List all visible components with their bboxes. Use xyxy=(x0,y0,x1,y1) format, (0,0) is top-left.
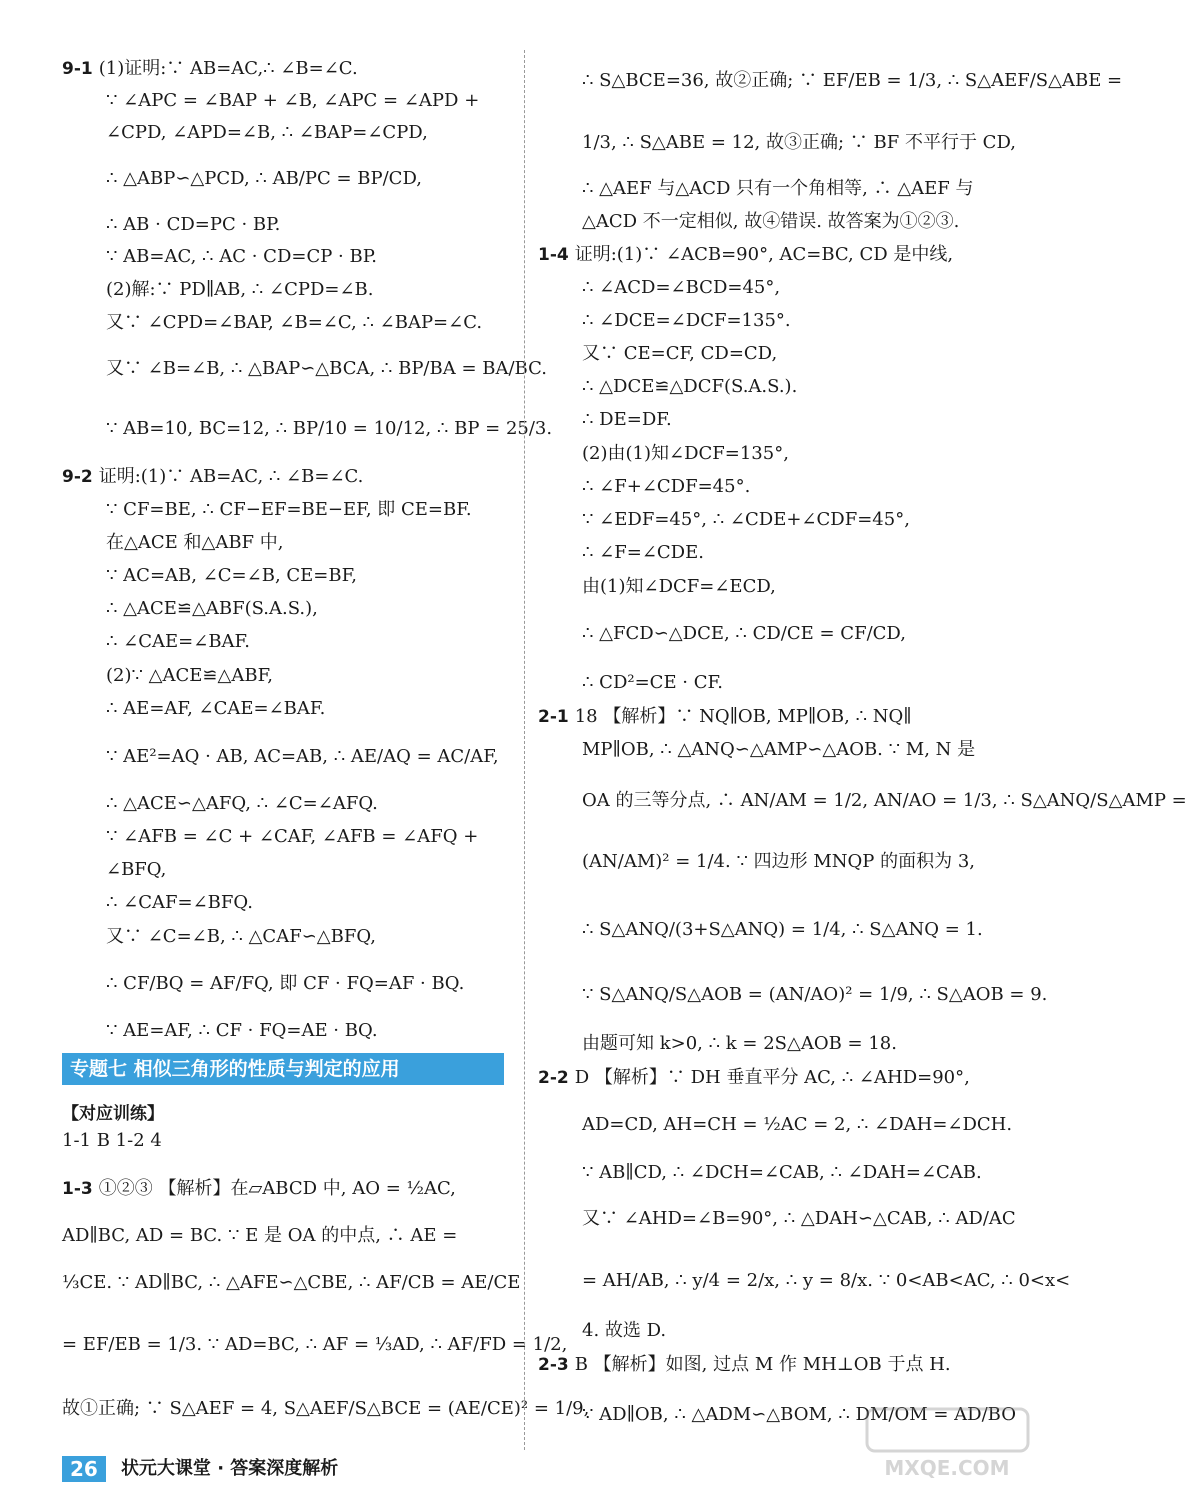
line-text: 又∵ CE=CF, CD=CD, xyxy=(582,343,778,364)
line-text: ∴ △DCE≌△DCF(S.A.S.). xyxy=(582,376,798,397)
line-text: = EF/EB = 1/3. ∵ AD=BC, ∴ AF = ⅓AD, ∴ AF/FD = 1/2, xyxy=(62,1334,568,1355)
text-line xyxy=(106,894,253,912)
line-text: ∠CPD, ∠APD=∠B, ∴ ∠BAP=∠CPD, xyxy=(106,122,428,143)
page-number: 26 xyxy=(62,1456,106,1482)
line-text: ∵ AE²=AQ · AB, AC=AB, ∴ AE/AQ = AC/AF, xyxy=(106,746,499,767)
line-text: ∴ DE=DF. xyxy=(582,409,672,430)
line-text: ∴ ∠F+∠CDF=45°. xyxy=(582,476,751,497)
text-line xyxy=(106,248,377,266)
line-text: ∵ AC=AB, ∠C=∠B, CE=BF, xyxy=(106,565,358,586)
text-line xyxy=(538,1069,970,1087)
text-line xyxy=(62,1400,589,1418)
text-line xyxy=(582,478,750,496)
line-text: 又∵ ∠AHD=∠B=90°, ∴ △DAH∽△CAB, ∴ AD/AC xyxy=(582,1208,1016,1229)
line-text: 4. 故选 D. xyxy=(582,1320,667,1341)
line-text: ∴ △FCD∽△DCE, ∴ CD/CE = CF/CD, xyxy=(582,623,906,644)
line-text: ∴ △AEF 与△ACD 只有一个角相等, ∴ △AEF 与 xyxy=(582,178,974,199)
text-line xyxy=(106,567,357,585)
line-text: AD=CD, AH=CH = ½AC = 2, ∴ ∠DAH=∠DCH. xyxy=(582,1114,1013,1135)
line-text: MP∥OB, ∴ △ANQ∽△AMP∽△AOB. ∵ M, N 是 xyxy=(582,739,976,760)
line-text: 18 【解析】∵ NQ∥OB, MP∥OB, ∴ NQ∥ xyxy=(574,706,912,727)
line-text: 又∵ ∠C=∠B, ∴ △CAF∽△BFQ, xyxy=(106,926,376,947)
text-line xyxy=(106,501,472,519)
line-text: ∵ ∠EDF=45°, ∴ ∠CDE+∠CDF=45°, xyxy=(582,509,910,530)
line-text: ∴ AE=AF, ∠CAE=∠BAF. xyxy=(106,698,326,719)
line-text: ∴ △ACE∽△AFQ, ∴ ∠C=∠AFQ. xyxy=(106,793,378,814)
text-line xyxy=(106,1022,378,1040)
text-line xyxy=(582,134,1016,152)
text-line xyxy=(582,986,1047,1004)
line-text: ∴ △ABP∽△PCD, ∴ AB/PC = BP/CD, xyxy=(106,168,422,189)
line-text: ∵ ∠AFB = ∠C + ∠CAF, ∠AFB = ∠AFQ + xyxy=(106,826,479,847)
column-divider xyxy=(524,50,525,1450)
text-line xyxy=(62,1132,162,1150)
text-line xyxy=(106,748,499,766)
text-line xyxy=(582,544,704,562)
text-line xyxy=(582,378,797,396)
line-text: ∴ S△ANQ/(3+S△ANQ) = 1/4, ∴ S△ANQ = 1. xyxy=(582,919,983,940)
text-line xyxy=(106,700,325,718)
line-text: (2)∵ △ACE≌△ABF, xyxy=(106,665,273,686)
text-line xyxy=(582,279,780,297)
text-line xyxy=(62,1336,567,1354)
text-line xyxy=(582,180,974,198)
line-text: ∴ AB · CD=PC · BP. xyxy=(106,214,281,235)
line-text: ∵ AB=10, BC=12, ∴ BP/10 = 10/12, ∴ BP = 25/3. xyxy=(106,418,553,439)
text-line xyxy=(582,578,776,596)
text-line xyxy=(106,92,479,110)
text-line xyxy=(582,445,789,463)
text-line xyxy=(582,213,959,231)
text-line xyxy=(582,1035,897,1053)
line-text: ∵ S△ANQ/S△AOB = (AN/AO)² = 1/9, ∴ S△AOB = 9. xyxy=(582,984,1048,1005)
line-text: ∵ AD∥OB, ∴ △ADM∽△BOM, ∴ DM/OM = AD/BO xyxy=(582,1404,1016,1425)
problem-number: 9-2 xyxy=(62,467,93,487)
text-line xyxy=(106,861,166,879)
text-line xyxy=(106,420,552,438)
problem-number: 1-4 xyxy=(538,245,569,265)
line-text: ∵ AB∥CD, ∴ ∠DCH=∠CAB, ∴ ∠DAH=∠CAB. xyxy=(582,1162,982,1183)
text-line xyxy=(106,828,478,846)
line-text: ∴ CF/BQ = AF/FQ, 即 CF · FQ=AF · BQ. xyxy=(106,973,465,994)
text-line xyxy=(582,345,777,363)
line-text: (2)由(1)知∠DCF=135°, xyxy=(582,443,789,464)
svg-text:MXQE.COM: MXQE.COM xyxy=(884,1456,1010,1480)
line-text: 由(1)知∠DCF=∠ECD, xyxy=(582,576,776,597)
line-text: ∵ AB=AC, ∴ AC · CD=CP · BP. xyxy=(106,246,377,267)
line-text: D 【解析】∵ DH 垂直平分 AC, ∴ ∠AHD=90°, xyxy=(574,1067,970,1088)
line-text: ∴ △ACE≌△ABF(S.A.S.), xyxy=(106,598,318,619)
topic-banner: 专题七 相似三角形的性质与判定的应用 xyxy=(62,1053,504,1085)
text-line xyxy=(106,170,422,188)
text-line xyxy=(582,1322,666,1340)
line-text: △ACD 不一定相似, 故④错误. 故答案为①②③. xyxy=(582,211,960,232)
text-line xyxy=(538,708,912,726)
line-text: ∴ ∠ACD=∠BCD=45°, xyxy=(582,277,781,298)
line-text: 1/3, ∴ S△ABE = 12, 故③正确; ∵ BF 不平行于 CD, xyxy=(582,132,1016,153)
text-line xyxy=(106,928,376,946)
line-text: ∴ ∠DCE=∠DCF=135°. xyxy=(582,310,791,331)
text-line xyxy=(106,975,464,993)
line-text: ∠BFQ, xyxy=(106,859,167,880)
line-text: ⅓CE. ∵ AD∥BC, ∴ △AFE∽△CBE, ∴ AF/CB = AE/CE xyxy=(62,1272,521,1293)
text-line xyxy=(106,360,547,378)
text-line xyxy=(106,633,250,651)
watermark-logo xyxy=(865,1407,1030,1482)
text-line xyxy=(582,741,975,759)
line-text: 证明:(1)∵ AB=AC, ∴ ∠B=∠C. xyxy=(98,466,364,487)
text-line xyxy=(62,1180,456,1198)
text-line xyxy=(582,792,1187,810)
text-line xyxy=(62,1227,457,1245)
line-text: ∴ ∠F=∠CDE. xyxy=(582,542,704,563)
page-footer xyxy=(62,1456,338,1484)
text-line xyxy=(106,534,283,552)
line-text: 又∵ ∠B=∠B, ∴ △BAP∽△BCA, ∴ BP/BA = BA/BC. xyxy=(106,358,547,379)
line-text: ∵ AE=AF, ∴ CF · FQ=AE · BQ. xyxy=(106,1020,378,1041)
problem-number: 1-3 xyxy=(62,1179,93,1199)
text-line xyxy=(62,1274,520,1292)
line-text: ∴ S△BCE=36, 故②正确; ∵ EF/EB = 1/3, ∴ S△AEF/S△ABE = xyxy=(582,70,1123,91)
line-text: 1-1 B 1-2 4 xyxy=(62,1130,162,1151)
text-line xyxy=(582,312,791,330)
text-line xyxy=(582,625,906,643)
text-line xyxy=(538,1356,951,1374)
text-line xyxy=(106,667,273,685)
text-line xyxy=(582,511,910,529)
line-text: (1)证明:∵ AB=AC,∴ ∠B=∠C. xyxy=(98,58,358,79)
line-text: OA 的三等分点, ∴ AN/AM = 1/2, AN/AO = 1/3, ∴ S△ANQ/S△AMP = xyxy=(582,790,1187,811)
text-line xyxy=(582,1210,1016,1228)
line-text: ∵ CF=BE, ∴ CF−EF=BE−EF, 即 CE=BF. xyxy=(106,499,472,520)
problem-number: 9-1 xyxy=(62,59,93,79)
text-line xyxy=(582,674,723,692)
line-text: 证明:(1)∵ ∠ACB=90°, AC=BC, CD 是中线, xyxy=(574,244,954,265)
line-text: ∵ ∠APC = ∠BAP + ∠B, ∠APC = ∠APD + xyxy=(106,90,480,111)
line-text: B 【解析】如图, 过点 M 作 MH⊥OB 于点 H. xyxy=(574,1354,951,1375)
text-line xyxy=(582,921,983,939)
text-line xyxy=(582,1164,982,1182)
line-text: ∴ ∠CAE=∠BAF. xyxy=(106,631,250,652)
text-line xyxy=(62,468,363,486)
footer-title: 状元大课堂 · 答案深度解析 xyxy=(120,1458,339,1479)
text-line xyxy=(582,411,672,429)
text-line xyxy=(582,72,1122,90)
line-text: 在△ACE 和△ABF 中, xyxy=(106,532,284,553)
text-line xyxy=(106,600,318,618)
text-line xyxy=(106,281,374,299)
text-line xyxy=(106,124,428,142)
line-text: ①②③ 【解析】在▱ABCD 中, AO = ½AC, xyxy=(98,1178,456,1199)
text-line xyxy=(582,1116,1012,1134)
problem-number: 2-1 xyxy=(538,707,569,727)
problem-number: 2-2 xyxy=(538,1068,569,1088)
line-text: ∴ ∠CAF=∠BFQ. xyxy=(106,892,253,913)
text-line xyxy=(582,853,975,871)
line-text: ∴ CD²=CE · CF. xyxy=(582,672,723,693)
text-line xyxy=(582,1272,1070,1290)
line-text: (AN/AM)² = 1/4. ∵ 四边形 MNQP 的面积为 3, xyxy=(582,851,976,872)
line-text: 故①正确; ∵ S△AEF = 4, S△AEF/S△BCE = (AE/CE)² = 1/9, xyxy=(62,1398,590,1419)
text-line xyxy=(106,216,280,234)
problem-number: 2-3 xyxy=(538,1355,569,1375)
line-text: 由题可知 k>0, ∴ k = 2S△AOB = 18. xyxy=(582,1033,897,1054)
section-heading: 【对应训练】 xyxy=(62,1104,164,1124)
line-text: 又∵ ∠CPD=∠BAP, ∠B=∠C, ∴ ∠BAP=∠C. xyxy=(106,312,483,333)
line-text: = AH/AB, ∴ y/4 = 2/x, ∴ y = 8/x. ∵ 0<AB<AC, ∴ 0<x< xyxy=(582,1270,1071,1291)
line-text: (2)解:∵ PD∥AB, ∴ ∠CPD=∠B. xyxy=(106,279,374,300)
text-line xyxy=(62,60,358,78)
text-line xyxy=(106,314,482,332)
text-line xyxy=(106,795,378,813)
text-line xyxy=(538,246,953,264)
line-text: AD∥BC, AD = BC. ∵ E 是 OA 的中点, ∴ AE = xyxy=(62,1225,458,1246)
